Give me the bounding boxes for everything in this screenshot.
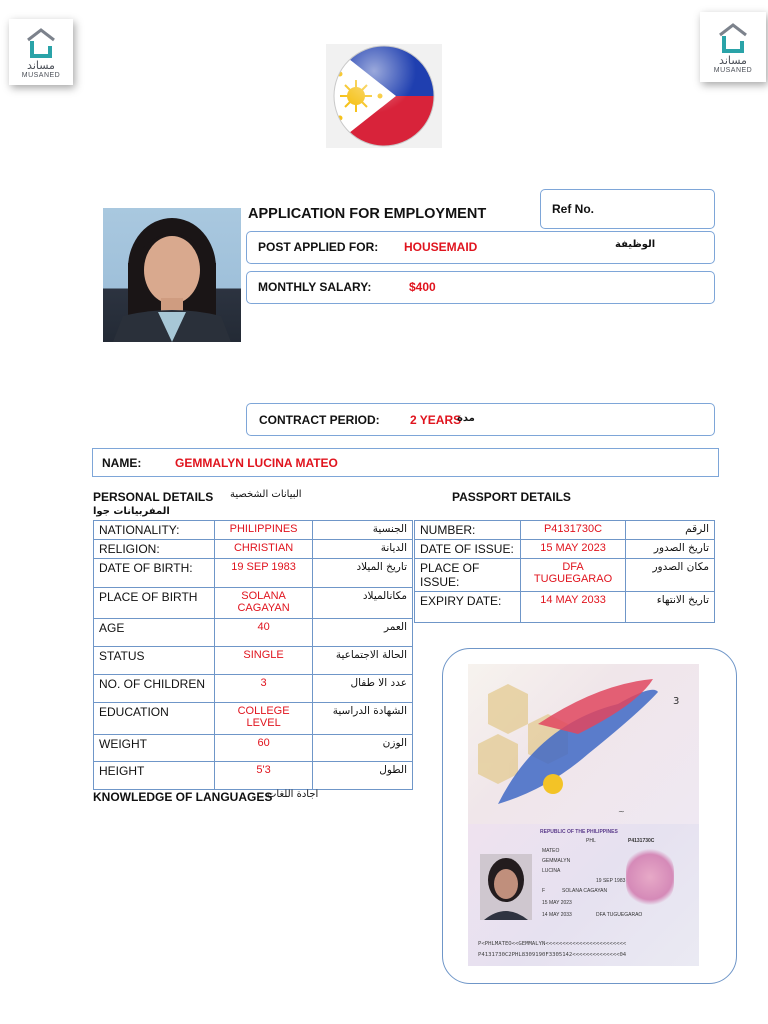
table-row bbox=[415, 540, 715, 559]
row-value: P4131730C bbox=[520, 521, 626, 540]
row-value: 40 bbox=[214, 619, 313, 647]
row-value: COLLEGE LEVEL bbox=[214, 703, 313, 735]
languages-arabic: اجادة اللغات bbox=[267, 789, 319, 800]
name-box bbox=[92, 448, 719, 477]
passport-mrz-line-1: P<PHLMATEO<<GEMMALYN<<<<<<<<<<<<<<<<<<<<<<<< bbox=[478, 941, 627, 947]
passport-sex: F bbox=[542, 888, 546, 894]
row-arabic: الحالة الاجتماعية bbox=[313, 647, 413, 675]
row-value: SINGLE bbox=[214, 647, 313, 675]
passport-details-heading: PASSPORT DETAILS bbox=[452, 490, 571, 504]
row-arabic: الطول bbox=[313, 762, 413, 790]
passport-dob: 19 SEP 1983 bbox=[596, 878, 626, 884]
row-arabic: الجنسية bbox=[313, 521, 413, 540]
logo-english: MUSANED bbox=[21, 71, 61, 79]
musaned-logo-left bbox=[9, 19, 73, 85]
table-row bbox=[415, 559, 715, 592]
row-value: CHRISTIAN bbox=[214, 540, 313, 559]
row-value: 5'3 bbox=[214, 762, 313, 790]
row-label: NATIONALITY: bbox=[94, 521, 215, 540]
passport-middle-name: LUCINA bbox=[542, 868, 561, 874]
post-applied-label: POST APPLIED FOR: bbox=[258, 240, 379, 254]
table-row bbox=[94, 675, 413, 703]
languages-heading: KNOWLEDGE OF LANGUAGES bbox=[93, 790, 273, 804]
passport-mrz-line-2: P4131730C2PHL8309190F3305142<<<<<<<<<<<<<<04 bbox=[478, 952, 627, 958]
row-value: 14 MAY 2033 bbox=[520, 592, 626, 623]
row-label: RELIGION: bbox=[94, 540, 215, 559]
table-row bbox=[94, 735, 413, 762]
passport-page-number: 3 bbox=[673, 696, 680, 707]
table-row bbox=[94, 762, 413, 790]
passport-number: P4131730C bbox=[628, 838, 655, 844]
page-title: APPLICATION FOR EMPLOYMENT bbox=[248, 206, 487, 222]
passport-authority: DFA TUGUEGARAO bbox=[596, 912, 643, 918]
passport-data-page bbox=[468, 824, 699, 966]
row-value: 3 bbox=[214, 675, 313, 703]
row-label: DATE OF ISSUE: bbox=[415, 540, 521, 559]
passport-code: PHL bbox=[586, 838, 596, 844]
name-value: GEMMALYN LUCINA MATEO bbox=[175, 456, 338, 470]
ref-no-box bbox=[540, 189, 715, 229]
personal-details-heading: PERSONAL DETAILS bbox=[93, 490, 214, 504]
row-arabic: الوزن bbox=[313, 735, 413, 762]
monthly-salary-box bbox=[246, 271, 715, 304]
svg-text:~: ~ bbox=[618, 807, 625, 816]
row-label: PLACE OF BIRTH bbox=[94, 588, 215, 619]
contract-period-label: CONTRACT PERIOD: bbox=[259, 413, 380, 427]
row-arabic: تاريخ الصدور bbox=[626, 540, 715, 559]
passport-visa-page bbox=[468, 664, 699, 824]
musaned-logo-right bbox=[700, 12, 766, 82]
passport-surname: MATEO bbox=[542, 848, 560, 854]
personal-details-arabic: البيانات الشخصية bbox=[230, 489, 302, 500]
row-arabic: مكان الصدور bbox=[626, 559, 715, 592]
passport-place-of-birth: SOLANA CAGAYAN bbox=[562, 888, 608, 894]
passport-given-name: GEMMALYN bbox=[542, 858, 571, 864]
row-arabic: الرقم bbox=[626, 521, 715, 540]
ref-no-label: Ref No. bbox=[552, 202, 594, 216]
philippine-flag-icon bbox=[326, 44, 442, 148]
row-arabic: تاريخ الانتهاء bbox=[626, 592, 715, 623]
table-row bbox=[415, 592, 715, 623]
row-label: AGE bbox=[94, 619, 215, 647]
table-row bbox=[415, 521, 715, 540]
row-label: PLACE OF ISSUE: bbox=[415, 559, 521, 592]
personal-details-table bbox=[93, 520, 413, 790]
row-value: 60 bbox=[214, 735, 313, 762]
row-label: EDUCATION bbox=[94, 703, 215, 735]
row-arabic: عدد الا طفال bbox=[313, 675, 413, 703]
logo-arabic: مساند bbox=[719, 53, 747, 67]
post-applied-value: HOUSEMAID bbox=[404, 240, 478, 254]
table-row bbox=[94, 619, 413, 647]
row-label: NUMBER: bbox=[415, 521, 521, 540]
row-arabic: مكانالميلاد bbox=[313, 588, 413, 619]
logo-arabic: مساند bbox=[27, 58, 55, 72]
row-arabic: تاريخ الميلاد bbox=[313, 559, 413, 588]
post-applied-arabic: الوظيفة bbox=[615, 239, 656, 250]
row-label: WEIGHT bbox=[94, 735, 215, 762]
row-label: HEIGHT bbox=[94, 762, 215, 790]
personal-details-arabic-sub: المفربيانات جوا bbox=[93, 506, 170, 517]
row-label: DATE OF BIRTH: bbox=[94, 559, 215, 588]
row-arabic: الشهادة الدراسية bbox=[313, 703, 413, 735]
name-label: NAME: bbox=[102, 456, 142, 470]
applicant-photo bbox=[103, 208, 241, 342]
passport-date-of-issue: 15 MAY 2023 bbox=[542, 900, 572, 906]
row-label: STATUS bbox=[94, 647, 215, 675]
table-row bbox=[94, 588, 413, 619]
table-row bbox=[94, 647, 413, 675]
row-label: NO. OF CHILDREN bbox=[94, 675, 215, 703]
contract-period-arabic: مدة bbox=[457, 413, 475, 424]
monthly-salary-label: MONTHLY SALARY: bbox=[258, 280, 372, 294]
contract-period-box bbox=[246, 403, 715, 436]
contract-period-value: 2 YEARS bbox=[410, 413, 462, 427]
passport-holder-photo bbox=[480, 854, 532, 920]
table-row bbox=[94, 703, 413, 735]
row-value: 19 SEP 1983 bbox=[214, 559, 313, 588]
table-row bbox=[94, 559, 413, 588]
passport-details-table bbox=[414, 520, 715, 623]
table-row bbox=[94, 540, 413, 559]
passport-header: REPUBLIC OF THE PHILIPPINES bbox=[540, 829, 618, 835]
row-value: 15 MAY 2023 bbox=[520, 540, 626, 559]
row-value: SOLANA CAGAYAN bbox=[214, 588, 313, 619]
post-applied-box bbox=[246, 231, 715, 264]
table-row bbox=[94, 521, 413, 540]
passport-expiry: 14 MAY 2033 bbox=[542, 912, 572, 918]
row-label: EXPIRY DATE: bbox=[415, 592, 521, 623]
logo-english: MUSANED bbox=[713, 66, 753, 74]
house-icon bbox=[716, 21, 750, 55]
row-value: DFA TUGUEGARAO bbox=[520, 559, 626, 592]
row-arabic: الديانة bbox=[313, 540, 413, 559]
house-icon bbox=[24, 26, 58, 60]
passport-ghost-image bbox=[626, 848, 674, 906]
row-arabic: العمر bbox=[313, 619, 413, 647]
row-value: PHILIPPINES bbox=[214, 521, 313, 540]
monthly-salary-value: $400 bbox=[409, 280, 436, 294]
